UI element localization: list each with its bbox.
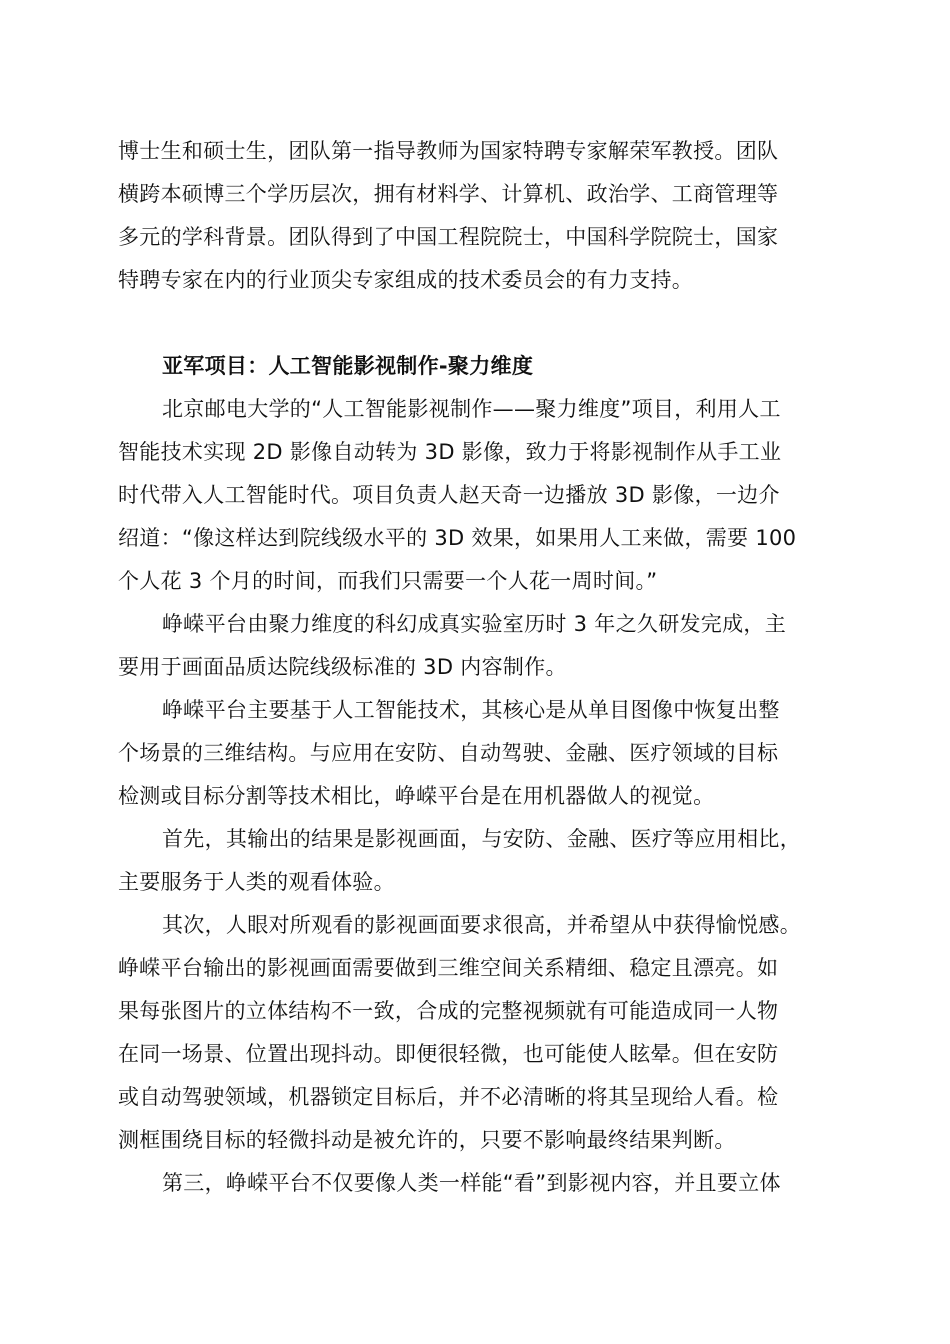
paragraph-line: 其次，人眼对所观看的影视画面要求很高，并希望从中获得愉悦感。: [162, 913, 801, 937]
paragraph-line: 测框围绕目标的轻微抖动是被允许的，只要不影响最终结果判断。: [118, 1128, 736, 1152]
intro-line: 特聘专家在内的行业顶尖专家组成的技术委员会的有力支持。: [118, 268, 694, 292]
intro-line: 博士生和硕士生，团队第一指导教师为国家特聘专家解荣军教授。团队: [118, 139, 779, 163]
section-heading: 亚军项目：人工智能影视制作-聚力维度: [162, 354, 534, 378]
paragraph-line: 智能技术实现 2D 影像自动转为 3D 影像，致力于将影视制作从手工业: [118, 440, 782, 464]
paragraph-line: 果每张图片的立体结构不一致，合成的完整视频就有可能造成同一人物: [118, 999, 779, 1023]
paragraph-line: 峥嵘平台输出的影视画面需要做到三维空间关系精细、稳定且漂亮。如: [118, 956, 779, 980]
paragraph-line: 第三，峥嵘平台不仅要像人类一样能“看”到影视内容，并且要立体: [162, 1171, 781, 1195]
intro-line: 多元的学科背景。团队得到了中国工程院院士，中国科学院院士，国家: [118, 225, 779, 249]
paragraph-line: 检测或目标分割等技术相比，峥嵘平台是在用机器做人的视觉。: [118, 784, 715, 808]
paragraph-line: 峥嵘平台由聚力维度的科幻成真实验室历时 3 年之久研发完成，主: [162, 612, 787, 636]
paragraph-line: 时代带入人工智能时代。项目负责人赵天奇一边播放 3D 影像，一边介: [118, 483, 780, 507]
paragraph-line: 个人花 3 个月的时间，而我们只需要一个人花一周时间。”: [118, 569, 658, 593]
paragraph-line: 峥嵘平台主要基于人工智能技术，其核心是从单目图像中恢复出整: [162, 698, 780, 722]
paragraph-line: 绍道：“像这样达到院线级水平的 3D 效果，如果用人工来做，需要 100: [118, 526, 797, 550]
paragraph-line: 或自动驾驶领域，机器锁定目标后，并不必清晰的将其呈现给人看。检: [118, 1085, 779, 1109]
paragraph-line: 北京邮电大学的“人工智能影视制作——聚力维度”项目，利用人工: [162, 397, 781, 421]
paragraph-line: 个场景的三维结构。与应用在安防、自动驾驶、金融、医疗领域的目标: [118, 741, 779, 765]
paragraph-line: 在同一场景、位置出现抖动。即便很轻微，也可能使人眩晕。但在安防: [118, 1042, 779, 1066]
paragraph-line: 主要服务于人类的观看体验。: [118, 870, 395, 894]
paragraph-line: 首先，其输出的结果是影视画面，与安防、金融、医疗等应用相比，: [162, 827, 801, 851]
intro-line: 横跨本硕博三个学历层次，拥有材料学、计算机、政治学、工商管理等: [118, 182, 779, 206]
paragraph-line: 要用于画面品质达院线级标准的 3D 内容制作。: [118, 655, 567, 679]
